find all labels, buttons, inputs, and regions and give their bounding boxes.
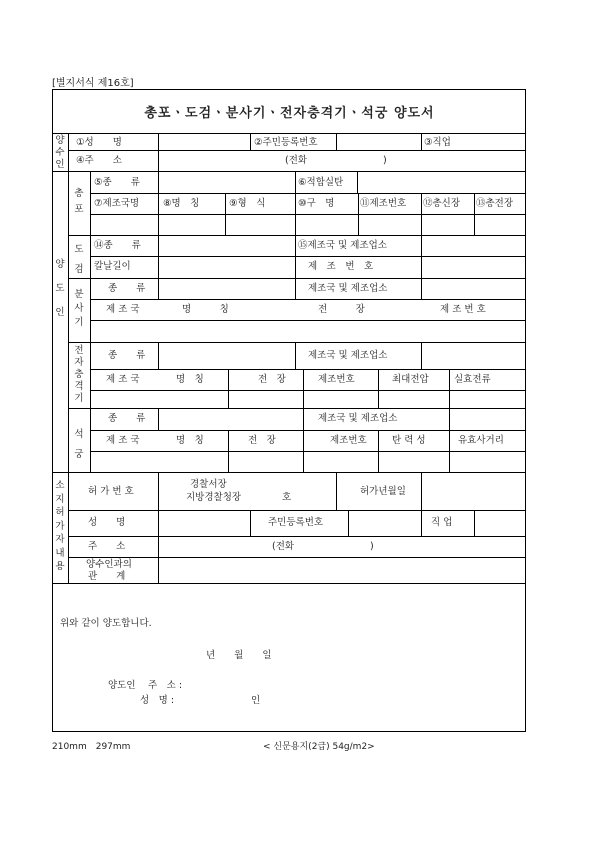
- permit-issuer-suffix: 호: [282, 492, 292, 503]
- rule-v-378a: [378, 369, 379, 408]
- rule-subsection-col: [90, 171, 91, 472]
- sword-type-label: ⑭종 류: [94, 240, 141, 251]
- rule-crossbow-2: [90, 451, 526, 452]
- rule-v-250: [250, 133, 251, 150]
- declaration-seal: 인: [251, 695, 261, 706]
- rule-v-449b: [449, 408, 450, 430]
- permit-rrn-label: 주민등록번호: [268, 517, 324, 528]
- spray-length-label: 전 장: [318, 304, 365, 315]
- gun-name-label: ⑧명 칭: [163, 198, 200, 209]
- rule-v-158c: [158, 342, 159, 369]
- rule-v-158e: [158, 472, 159, 583]
- transferee-phone-label: (전화 ): [285, 155, 387, 166]
- rule-v-336: [336, 133, 337, 150]
- rule-gun-2: [90, 214, 526, 215]
- crossbow-section-label: 석궁: [74, 429, 84, 460]
- rule-v-421b: [421, 193, 422, 235]
- spray-maker-label: 제조국 및 제조업소: [308, 283, 388, 294]
- transferee-name-label: ①성 명: [76, 137, 122, 148]
- stun-serial-label: 제조번호: [318, 374, 355, 385]
- permit-name-label: 성 명: [88, 517, 126, 528]
- declaration-statement: 위와 같이 양도합니다.: [60, 618, 152, 629]
- sword-maker-label: ⑮제조국 및 제조업소: [298, 240, 387, 251]
- spray-serial-label: 제 조 번 호: [440, 304, 486, 315]
- stun-type-label: 종 류: [108, 350, 146, 361]
- rule-v-474a: [474, 193, 475, 235]
- transferor-section-label: 양도인: [55, 259, 65, 318]
- gun-type-label: ⑤종 류: [94, 177, 140, 188]
- permit-phone-label: (전화 ): [272, 541, 374, 552]
- rule-transferee-bottom: [52, 171, 526, 172]
- rule-v-295a: [295, 171, 296, 235]
- rule-v-378b: [378, 430, 379, 472]
- crossbow-maker-label: 제조국 및 제조업소: [318, 413, 398, 424]
- rule-crossbow-1: [90, 430, 526, 431]
- permit-relation-line2: 관 계: [88, 571, 126, 582]
- gun-model-label: ⑨형 식: [229, 198, 266, 209]
- rule-permit-2: [68, 536, 526, 537]
- rule-v-421c: [421, 235, 422, 299]
- rule-v-421d: [421, 342, 422, 369]
- rule-v-421e: [421, 472, 422, 510]
- gun-section-label: 총포: [74, 188, 84, 215]
- rule-stun-1: [90, 369, 526, 370]
- crossbow-type-label: 종 류: [108, 413, 146, 424]
- rule-v-295c: [295, 342, 296, 369]
- rule-permit-bottom: [52, 583, 526, 584]
- permit-date-label: 허가년월일: [360, 486, 406, 497]
- rule-v-225: [225, 193, 226, 235]
- spray-section-label: 분사기: [74, 289, 84, 328]
- gun-ammo-label: ⑥적합실탄: [298, 177, 344, 188]
- sword-section-label: 도검: [74, 244, 84, 275]
- transferee-job-label: ③직업: [424, 137, 451, 148]
- rule-title-bottom: [52, 133, 526, 134]
- declaration-address-label: 주 소 :: [148, 680, 183, 691]
- rule-v-358: [358, 193, 359, 235]
- gun-caliber-label: ⑩구 명: [298, 198, 335, 209]
- rule-stun-bottom: [68, 408, 526, 409]
- footer-paper-size: 210mm 297mm: [52, 742, 131, 752]
- gun-serial-label: ⑪제조번호: [360, 198, 407, 209]
- stun-section-label: 전자충격기: [74, 345, 84, 404]
- spray-type-label: 종 류: [108, 283, 146, 294]
- rule-permit-1: [68, 510, 526, 511]
- rule-spray-bottom: [68, 342, 526, 343]
- sword-blade-label: 칼날길이: [94, 261, 131, 272]
- sword-serial-label: 제 조 번 호: [308, 261, 374, 272]
- rule-v-158b: [158, 235, 159, 299]
- permit-issuer-line2: 지방경찰청장: [186, 492, 242, 503]
- crossbow-tension-label: 탄 력 성: [392, 435, 426, 446]
- permit-section-label: 소지허가자내용: [55, 480, 65, 572]
- crossbow-name-label: 명 칭: [176, 435, 204, 446]
- permit-relation-line1: 양수인과의: [86, 559, 132, 570]
- rule-v-348: [348, 510, 349, 536]
- rule-gun-1: [90, 193, 526, 194]
- rule-v-158d: [158, 408, 159, 430]
- permit-address-label: 주 소: [88, 541, 126, 552]
- stun-voltage-label: 최대전압: [392, 374, 429, 385]
- rule-transferor-bottom: [52, 472, 526, 473]
- declaration-date: 년 월 일: [206, 650, 272, 661]
- spray-name-label: 명 칭: [182, 304, 229, 315]
- rule-transferee-mid: [68, 150, 526, 151]
- crossbow-length-label: 전 장: [248, 435, 276, 446]
- stun-name-label: 명 칭: [176, 374, 204, 385]
- stun-country-label: 제 조 국: [106, 374, 140, 385]
- rule-v-228a: [228, 369, 229, 408]
- rule-v-421: [421, 133, 422, 150]
- declaration-signer-label: 양도인: [108, 680, 136, 691]
- declaration-name-label: 성 명 :: [140, 695, 175, 706]
- stun-maker-label: 제조국 및 제조업소: [308, 350, 388, 361]
- rule-v-336b: [336, 472, 337, 510]
- rule-v-449a: [449, 369, 450, 408]
- rule-v-357: [357, 171, 358, 193]
- form-title: 총포ㆍ도검ㆍ분사기ㆍ전자충격기ㆍ석궁 양도서: [144, 105, 435, 121]
- crossbow-range-label: 유효사거리: [458, 435, 504, 446]
- rule-section-col: [68, 133, 69, 583]
- gun-barrel-label: ⑫총신장: [423, 198, 461, 209]
- transferee-section-label: 양수인: [55, 135, 65, 170]
- stun-current-label: 실효전류: [454, 374, 491, 385]
- rule-sword-bottom: [68, 278, 526, 279]
- rule-v-449c: [449, 430, 450, 472]
- rule-v-158a: [158, 133, 159, 235]
- permit-number-label: 허 가 번 호: [88, 486, 134, 497]
- rule-v-303b: [303, 408, 304, 430]
- crossbow-country-label: 제 조 국: [106, 435, 140, 446]
- rule-v-303c: [303, 430, 304, 472]
- rule-v-228b: [228, 430, 229, 472]
- rule-v-250b: [250, 510, 251, 536]
- rule-spray-2: [90, 320, 526, 321]
- rule-sword-1: [90, 256, 526, 257]
- rule-v-295b: [295, 235, 296, 299]
- crossbow-serial-label: 제조번호: [330, 435, 367, 446]
- rule-v-421f: [421, 510, 422, 536]
- gun-country-label: ⑦제조국명: [94, 198, 140, 209]
- gun-length-label: ⑬총전장: [476, 198, 514, 209]
- spray-country-label: 제 조 국: [106, 304, 140, 315]
- permit-job-label: 직 업: [431, 517, 453, 528]
- rule-spray-1: [90, 299, 526, 300]
- stun-length-label: 전 장: [258, 374, 286, 385]
- form-code: [별지서식 제16호]: [52, 78, 134, 89]
- rule-permit-3: [68, 557, 526, 558]
- rule-gun-bottom: [68, 235, 526, 236]
- transferee-rrn-label: ②주민등록번호: [254, 137, 318, 148]
- rule-v-303a: [303, 369, 304, 408]
- rule-v-474b: [474, 510, 475, 536]
- footer-paper-type: < 신문용지(2급) 54g/m2>: [263, 742, 375, 752]
- permit-issuer-line1: 경찰서장: [190, 479, 227, 490]
- rule-stun-2: [90, 390, 526, 391]
- transferee-address-label: ④주 소: [76, 155, 122, 166]
